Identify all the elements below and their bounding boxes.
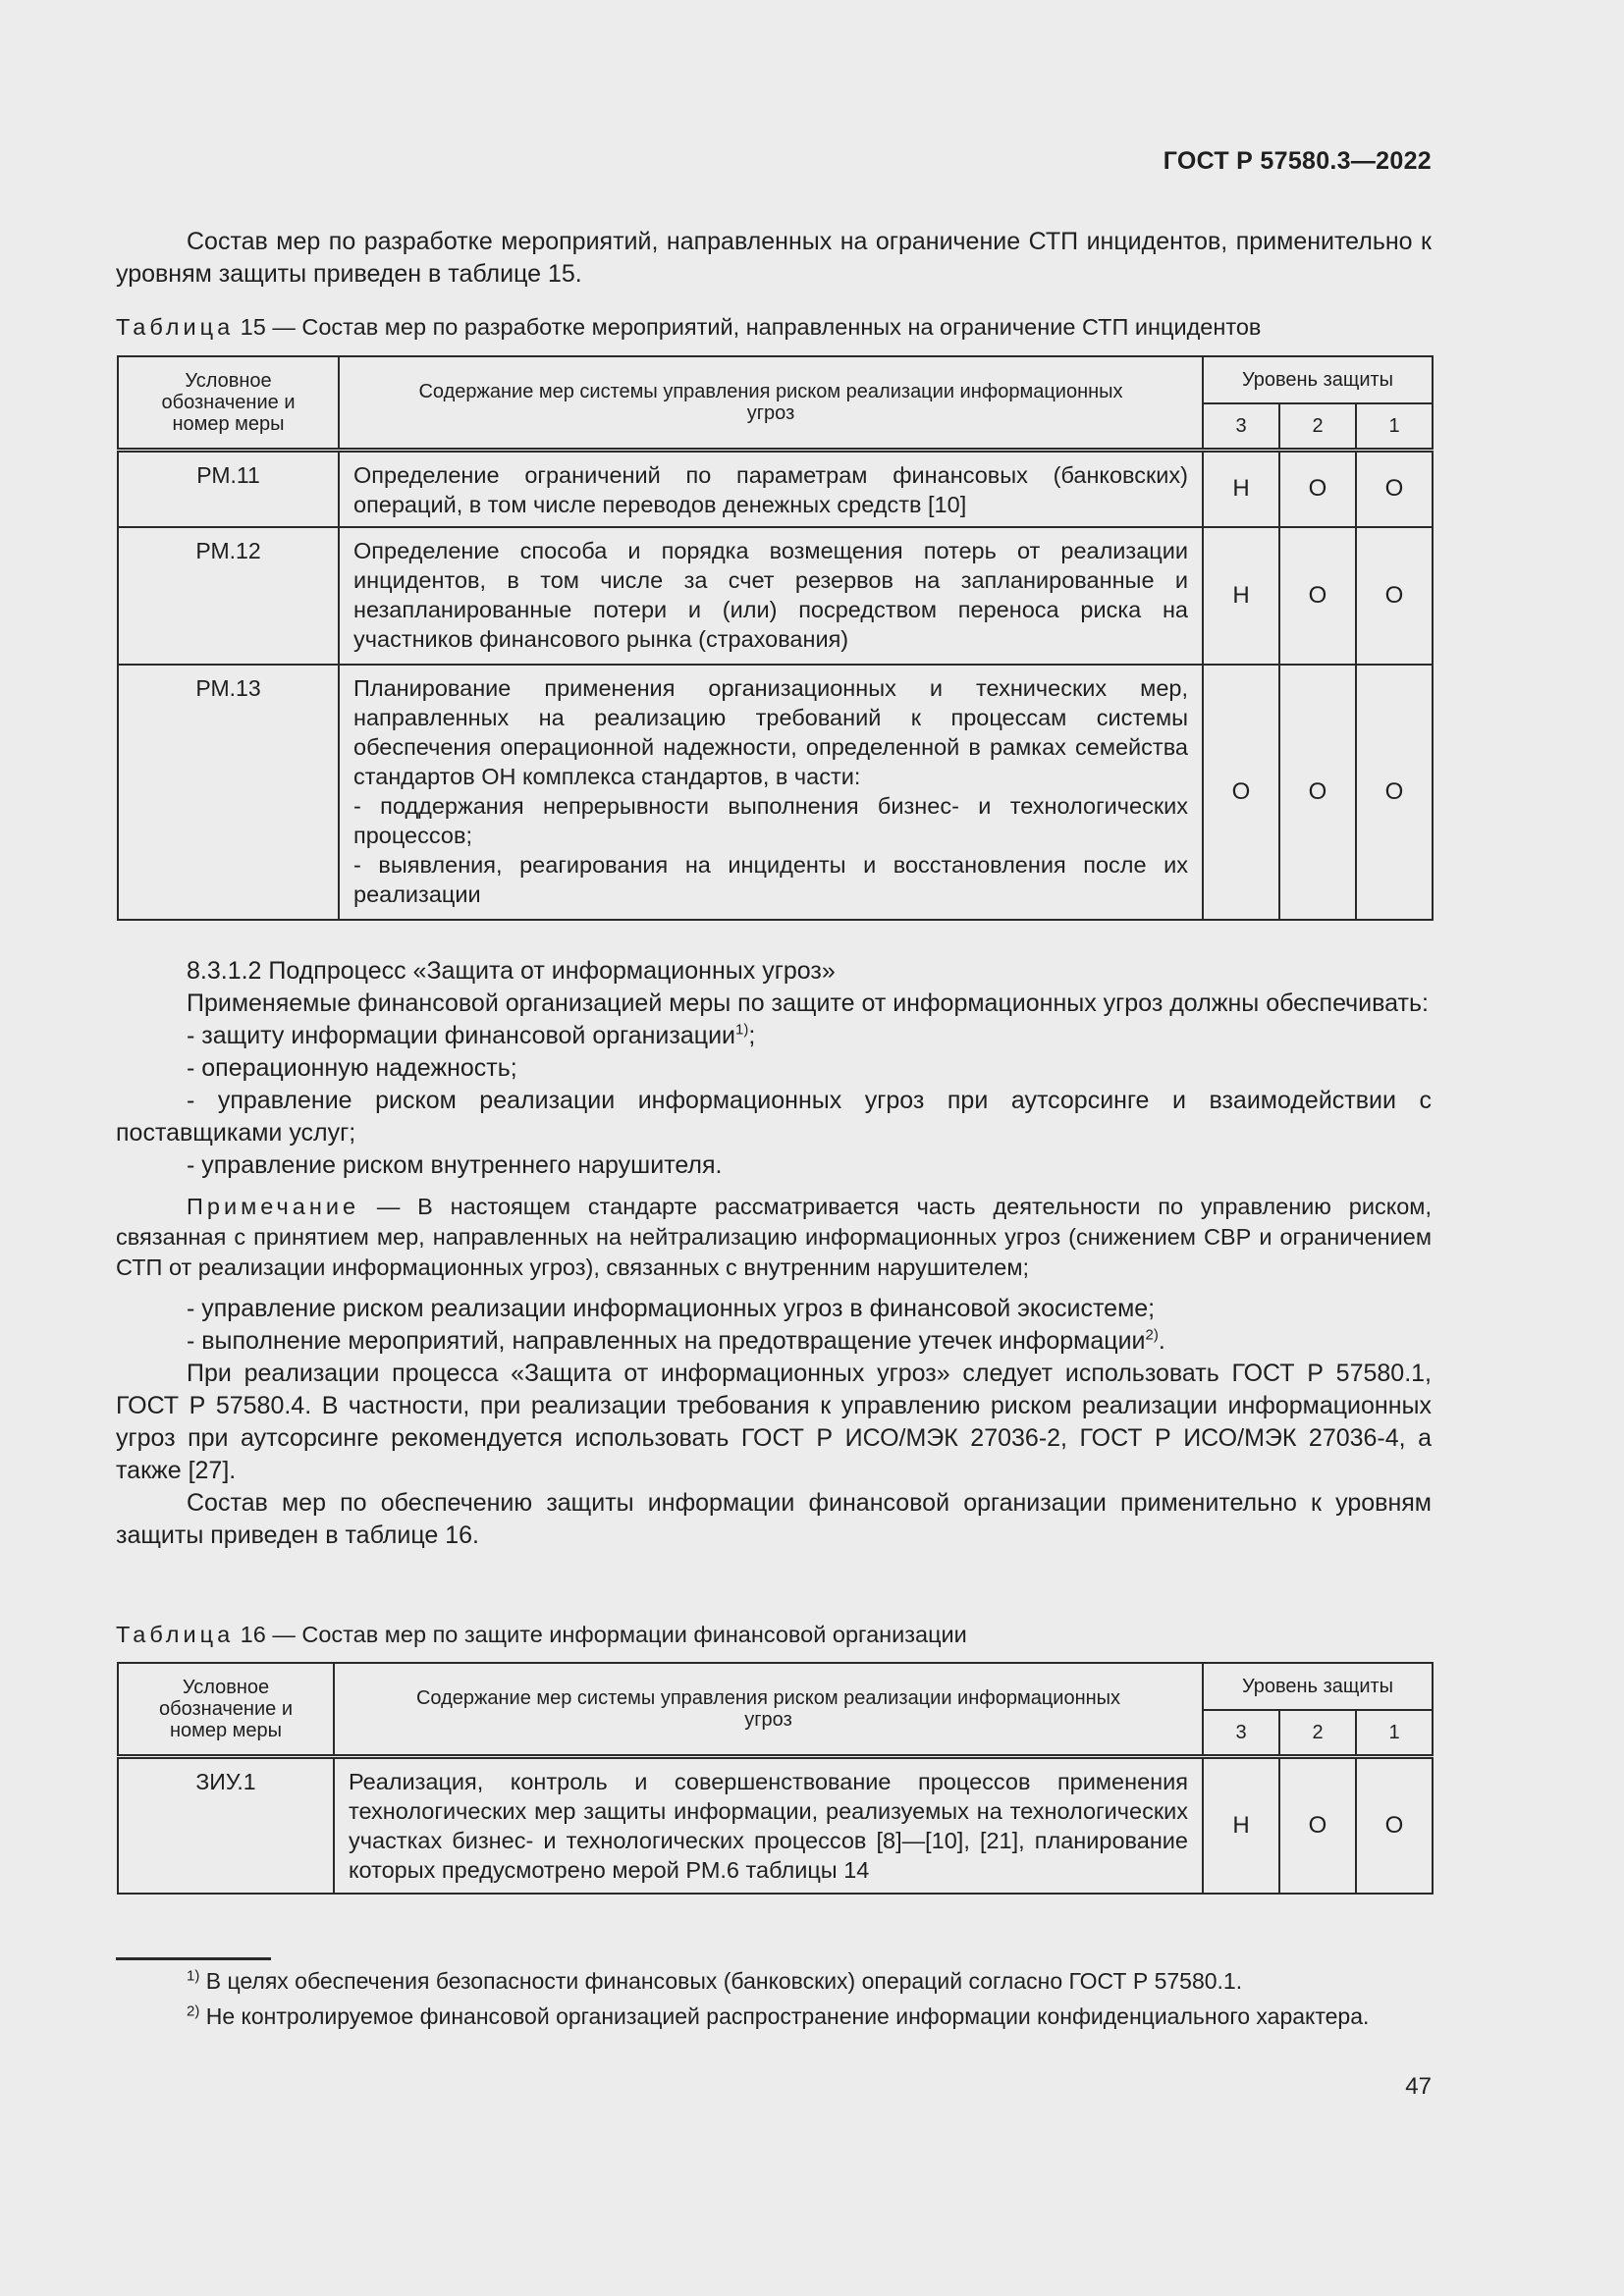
intro-paragraph: Состав мер по разработке мероприятий, направленных на ограничение СТП инцидентов, применительно к уровням защиты приведен в таблице 15. [116, 228, 1432, 288]
page-number: 47 [1405, 2073, 1432, 2100]
table16-header-level-1: 1 [1356, 1710, 1433, 1756]
table16 [117, 1662, 1434, 1895]
level-1-value: О [1356, 665, 1433, 920]
table16-header-content: Содержание мер системы управления риском реализации информационных угроз [334, 1663, 1203, 1756]
footnote-mark: 2) [187, 2002, 200, 2020]
table15-header-level-3: 3 [1203, 403, 1279, 450]
note [116, 1192, 1432, 1283]
table-row [118, 665, 1433, 920]
table15-caption-text: 15 — Состав мер по разработке мероприятий, направленных на ограничение СТП инцидентов [234, 314, 1262, 340]
measure-content: Определение способа и порядка возмещения потерь от реализации инцидентов, в том числе за счет резервов на запланированные и незапланированные потери и (или) посредством переноса риска на участников финансового рынка (страхования) [339, 527, 1203, 665]
section-heading: 8.3.1.2 Подпроцесс «Защита от информационных угроз» [187, 957, 836, 985]
table15-header-level: Уровень защиты [1203, 356, 1433, 403]
table16-caption [116, 1620, 967, 1649]
footnote-separator [116, 1957, 271, 1960]
table15-header-level-2: 2 [1279, 403, 1356, 450]
list-item: - выполнение мероприятий, направленных на предотвращение утечек информации$^{2)}$. [187, 1326, 1165, 1355]
document-header: ГОСТ Р 57580.3—2022 [1163, 147, 1432, 175]
level-3-value: Н [1203, 1756, 1279, 1894]
section-body [116, 955, 1432, 1552]
table15-caption [116, 312, 1261, 342]
level-1-value: О [1356, 1756, 1433, 1894]
table-row [118, 527, 1433, 665]
table16-header-level: Уровень защиты [1203, 1663, 1433, 1710]
level-3-value: О [1203, 665, 1279, 920]
list-item: - защиту информации финансовой организации$^{1)}$; [187, 1021, 756, 1049]
table15-header-level-1: 1 [1356, 403, 1433, 450]
level-2-value: О [1279, 665, 1356, 920]
note-label: Примечание [187, 1194, 360, 1219]
level-3-value: Н [1203, 527, 1279, 665]
footnotes [116, 1966, 1432, 2031]
table-row [118, 1756, 1433, 1894]
measure-code: РМ.13 [118, 665, 339, 920]
table16-header-level-2: 2 [1279, 1710, 1356, 1756]
measure-content [339, 665, 1203, 920]
level-2-value: О [1279, 527, 1356, 665]
table-row [118, 450, 1433, 527]
level-2-value: О [1279, 450, 1356, 527]
list-item: - операционную надежность; [187, 1054, 517, 1082]
measure-content: Реализация, контроль и совершенствование процессов применения технологических мер защиты информации, реализуемых на технологических участках бизнес- и технологических процессов [8]—[10], [21], планирование которых предусмотрено мерой РМ.6 таблицы 14 [334, 1756, 1203, 1894]
measure-content: Определение ограничений по параметрам финансовых (банковских) операций, в том числе переводов денежных средств [10] [339, 450, 1203, 527]
measure-content-line: - поддержания непрерывности выполнения бизнес- и технологических процессов; [353, 793, 1188, 848]
measure-content-line: Планирование применения организационных и технических мер, направленных на реализацию требований к процессам системы обеспечения операционной надежности, определенной в рамках семейства стандартов ОН комплекса стандартов, в части: [353, 675, 1188, 789]
table15-header-content: Содержание мер системы управления риском реализации информационных угроз [339, 356, 1203, 450]
table15-header-code: Условное обозначение и номер меры [118, 356, 339, 450]
level-3-value: Н [1203, 450, 1279, 527]
list-item: - управление риском реализации информационных угроз в финансовой экосистеме; [187, 1295, 1156, 1322]
table16-header-code: Условное обозначение и номер меры [118, 1663, 334, 1756]
section-lead: Применяемые финансовой организацией меры по защите от информационных угроз должны обеспечивать: [187, 989, 1429, 1017]
list-item: - управление риском внутреннего нарушителя. [187, 1151, 723, 1179]
table16-header-level-3: 3 [1203, 1710, 1279, 1756]
table15-caption-prefix: Таблица [116, 314, 235, 340]
measure-content-line: - выявления, реагирования на инциденты и восстановления после их реализации [353, 852, 1188, 907]
paragraph: Состав мер по обеспечению защиты информации финансовой организации применительно к уровням защиты приведен в таблице 16. [116, 1489, 1432, 1549]
footnote-2: $^{2)}$ Не контролируемое финансовой организацией распространение информации конфиденциального характера. [187, 2002, 1370, 2029]
measure-code: РМ.12 [118, 527, 339, 665]
level-2-value: О [1279, 1756, 1356, 1894]
paragraph: При реализации процесса «Защита от информационных угроз» следует использовать ГОСТ Р 57580.1, ГОСТ Р 57580.4. В частности, при реализации требования к управлению риском реализации информационных угроз при аутсорсинге рекомендуется использовать ГОСТ Р ИСО/МЭК 27036-2, ГОСТ Р ИСО/МЭК 27036-4, а также [27]. [116, 1360, 1432, 1484]
level-1-value: О [1356, 450, 1433, 527]
footnote-ref-1: 1) [735, 1021, 749, 1039]
footnote-mark: 1) [187, 1967, 200, 1985]
table16-caption-prefix: Таблица [116, 1622, 235, 1647]
note-text: — В настоящем стандарте рассматривается часть деятельности по управлению риском, связанная с принятием мер, направленных на нейтрализацию информационных угроз (снижением СВР и ограничением СТП от реализации информационных угроз), связанных с внутренним нарушителем; [116, 1194, 1432, 1280]
measure-code: ЗИУ.1 [118, 1756, 334, 1894]
footnote-ref-2: 2) [1145, 1326, 1159, 1344]
measure-code: РМ.11 [118, 450, 339, 527]
table15 [117, 355, 1434, 921]
table16-caption-text: 16 — Состав мер по защите информации финансовой организации [234, 1622, 967, 1647]
level-1-value: О [1356, 527, 1433, 665]
list-item: - управление риском реализации информационных угроз при аутсорсинге и взаимодействии с поставщиками услуг; [116, 1087, 1432, 1147]
footnote-1: $^{1)}$ В целях обеспечения безопасности финансовых (банковских) операций согласно ГОСТ Р 57580.1. [187, 1967, 1243, 1994]
